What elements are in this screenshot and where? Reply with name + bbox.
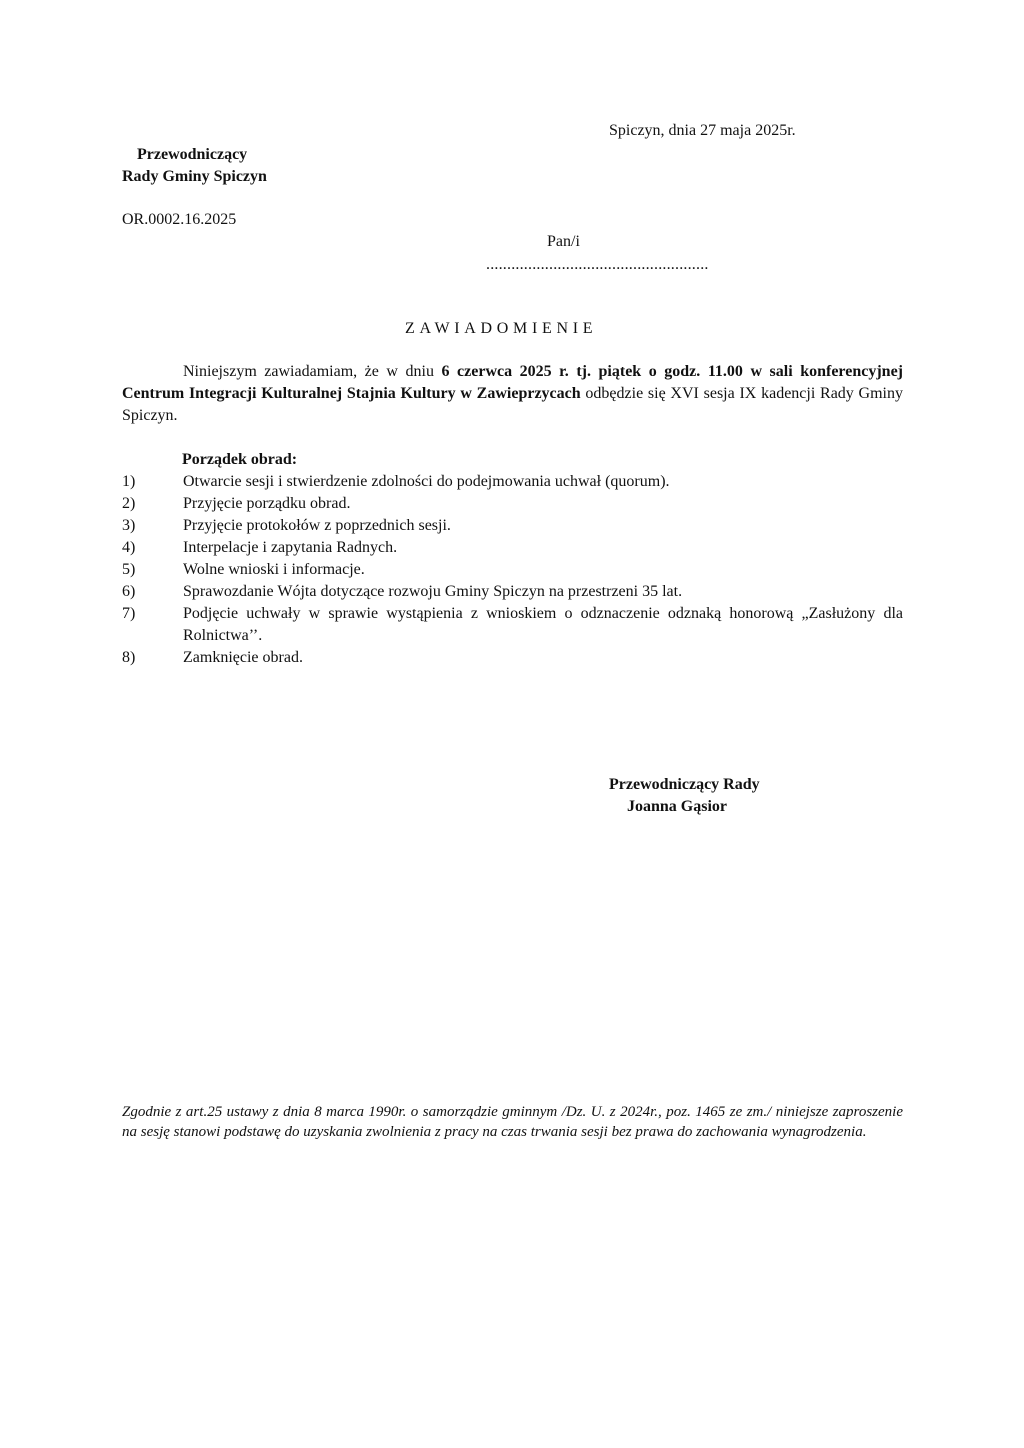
place-date: Spiczyn, dnia 27 maja 2025r. bbox=[609, 122, 796, 139]
agenda-item-text: Otwarcie sesji i stwierdzenie zdolności do podejmowania uchwał (quorum). bbox=[183, 473, 670, 490]
agenda-item-text: Interpelacje i zapytania Radnych. bbox=[183, 539, 398, 556]
recipient-label: Pan/i bbox=[547, 233, 580, 250]
agenda-item bbox=[122, 471, 903, 493]
signature-name: Joanna Gąsior bbox=[627, 798, 728, 815]
intro-paragraph bbox=[122, 361, 903, 427]
agenda-item-text: Wolne wnioski i informacje. bbox=[183, 561, 365, 578]
agenda-item-text: Przyjęcie protokołów z poprzednich sesji. bbox=[183, 517, 451, 534]
intro-session-details: 6 czerwca 2025 r. tj. piątek o godz. 11.00 w sali konferencyjnej Centrum Integracji Kulturalnej Stajnia Kultury w Zawieprzycach bbox=[122, 363, 904, 402]
reference-number: OR.0002.16.2025 bbox=[122, 211, 237, 228]
intro-text-start: Niniejszym zawiadamiam, że w dniu bbox=[183, 363, 442, 380]
legal-footnote: Zgodnie z art.25 ustawy z dnia 8 marca 1990r. o samorządzie gminnym /Dz. U. z 2024r., poz. 1465 ze zm./ niniejsze zaproszenie na sesję stanowi podstawę do uzyskania zwolnienia z pracy na czas trwania sesji bez prawa do zachowania wynagrodzenia. bbox=[122, 1104, 903, 1140]
agenda-item-number: 7) bbox=[122, 605, 136, 622]
signature-title: Przewodniczący Rady bbox=[609, 776, 760, 793]
sender-title: Przewodniczący bbox=[137, 146, 248, 163]
agenda-item-number: 4) bbox=[122, 539, 136, 556]
agenda-item-number: 6) bbox=[122, 583, 136, 600]
agenda-item-number: 8) bbox=[122, 649, 136, 666]
agenda-item bbox=[122, 603, 903, 647]
agenda-item bbox=[122, 515, 903, 537]
agenda-item-text: Sprawozdanie Wójta dotyczące rozwoju Gminy Spiczyn na przestrzeni 35 lat. bbox=[183, 583, 683, 600]
agenda-item bbox=[122, 647, 903, 669]
agenda-item-text: Podjęcie uchwały w sprawie wystąpienia z wnioskiem o odznaczenie odznaką honorową „Zasłużony dla Rolnictwa’’. bbox=[183, 605, 903, 644]
agenda-item-number: 3) bbox=[122, 517, 136, 534]
agenda-item-number: 2) bbox=[122, 495, 136, 512]
sender-council: Rady Gminy Spiczyn bbox=[122, 168, 267, 185]
recipient-placeholder-line: ..................................................... bbox=[486, 256, 709, 273]
agenda-item bbox=[122, 537, 903, 559]
agenda-heading: Porządek obrad: bbox=[182, 451, 298, 468]
agenda-item bbox=[122, 493, 903, 515]
agenda-item-number: 1) bbox=[122, 473, 136, 490]
document-title: ZAWIADOMIENIE bbox=[405, 320, 598, 337]
agenda-item bbox=[122, 559, 903, 581]
agenda-item-text: Przyjęcie porządku obrad. bbox=[183, 495, 351, 512]
agenda-item-text: Zamknięcie obrad. bbox=[183, 649, 303, 666]
agenda-item-number: 5) bbox=[122, 561, 136, 578]
agenda-item bbox=[122, 581, 903, 603]
intro-text-end: odbędzie się XVI sesja IX kadencji Rady Gminy Spiczyn. bbox=[122, 385, 904, 424]
